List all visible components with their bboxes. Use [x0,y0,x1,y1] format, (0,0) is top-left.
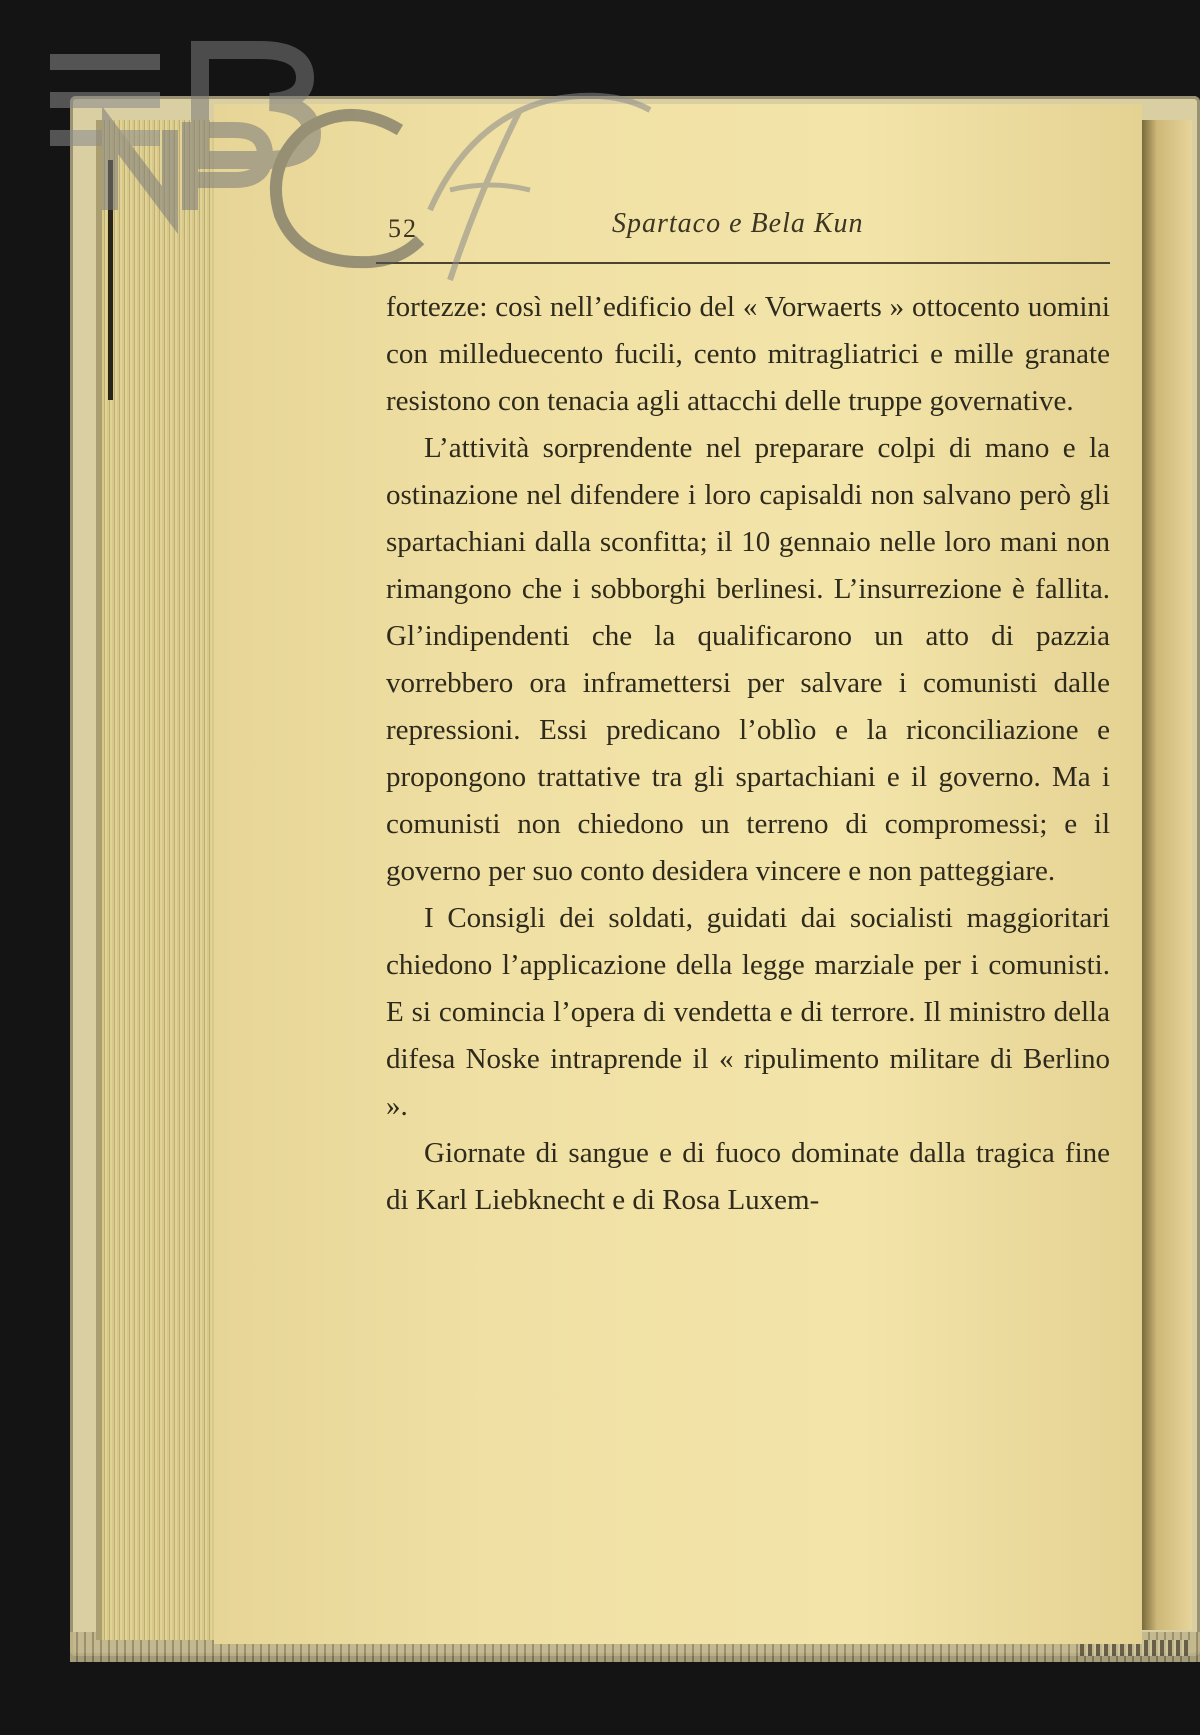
paragraph: I Consigli dei soldati, guidati dai socialisti maggioritari chiedono l’applicazione della legge marziale per i comunisti. E si comincia l’opera di vendetta e di terrore. Il ministro della difesa Noske intraprende il « ripulimento militare di Berlino ». [386,902,1110,1122]
page-edges [96,120,220,1640]
page-number: 52 [388,214,418,243]
paragraph: L’attività sorprendente nel preparare colpi di mano e la ostinazione nel difendere i loro capisaldi non salvano però gli spartachiani dalla sconfitta; il 10 gennaio nelle loro mani non rimangono che i sobborghi berlinesi. L’insurrezione è fallita. Gl’indipendenti che la qualificarono un atto di pazzia vorrebbero ora inframettersi per salvare i comunisti dalle repressioni. Essi predicano l’oblìo e la riconciliazione e propongono trattative tra gli spartachiani e il governo. Ma i comunisti non chiedono un terreno di compromessi; e il governo per suo conto desidera vincere e non patteggiare. [386,432,1110,887]
running-title: Spartaco e Bela Kun [612,208,864,239]
paragraph: fortezze: così nell’edificio del « Vorwaerts » ottocento uomini con milleduecento fucili, cento mitragliatrici e mille granate resistono con tenacia agli attacchi delle truppe governative. [386,291,1110,417]
facing-page-edge [1142,120,1192,1630]
page-body [386,284,1110,1224]
library-watermark-logo [50,30,670,300]
paragraph: Giornate di sangue e di fuoco dominate dalla tragica fine di Karl Liebknecht e di Rosa Luxem- [386,1137,1110,1216]
